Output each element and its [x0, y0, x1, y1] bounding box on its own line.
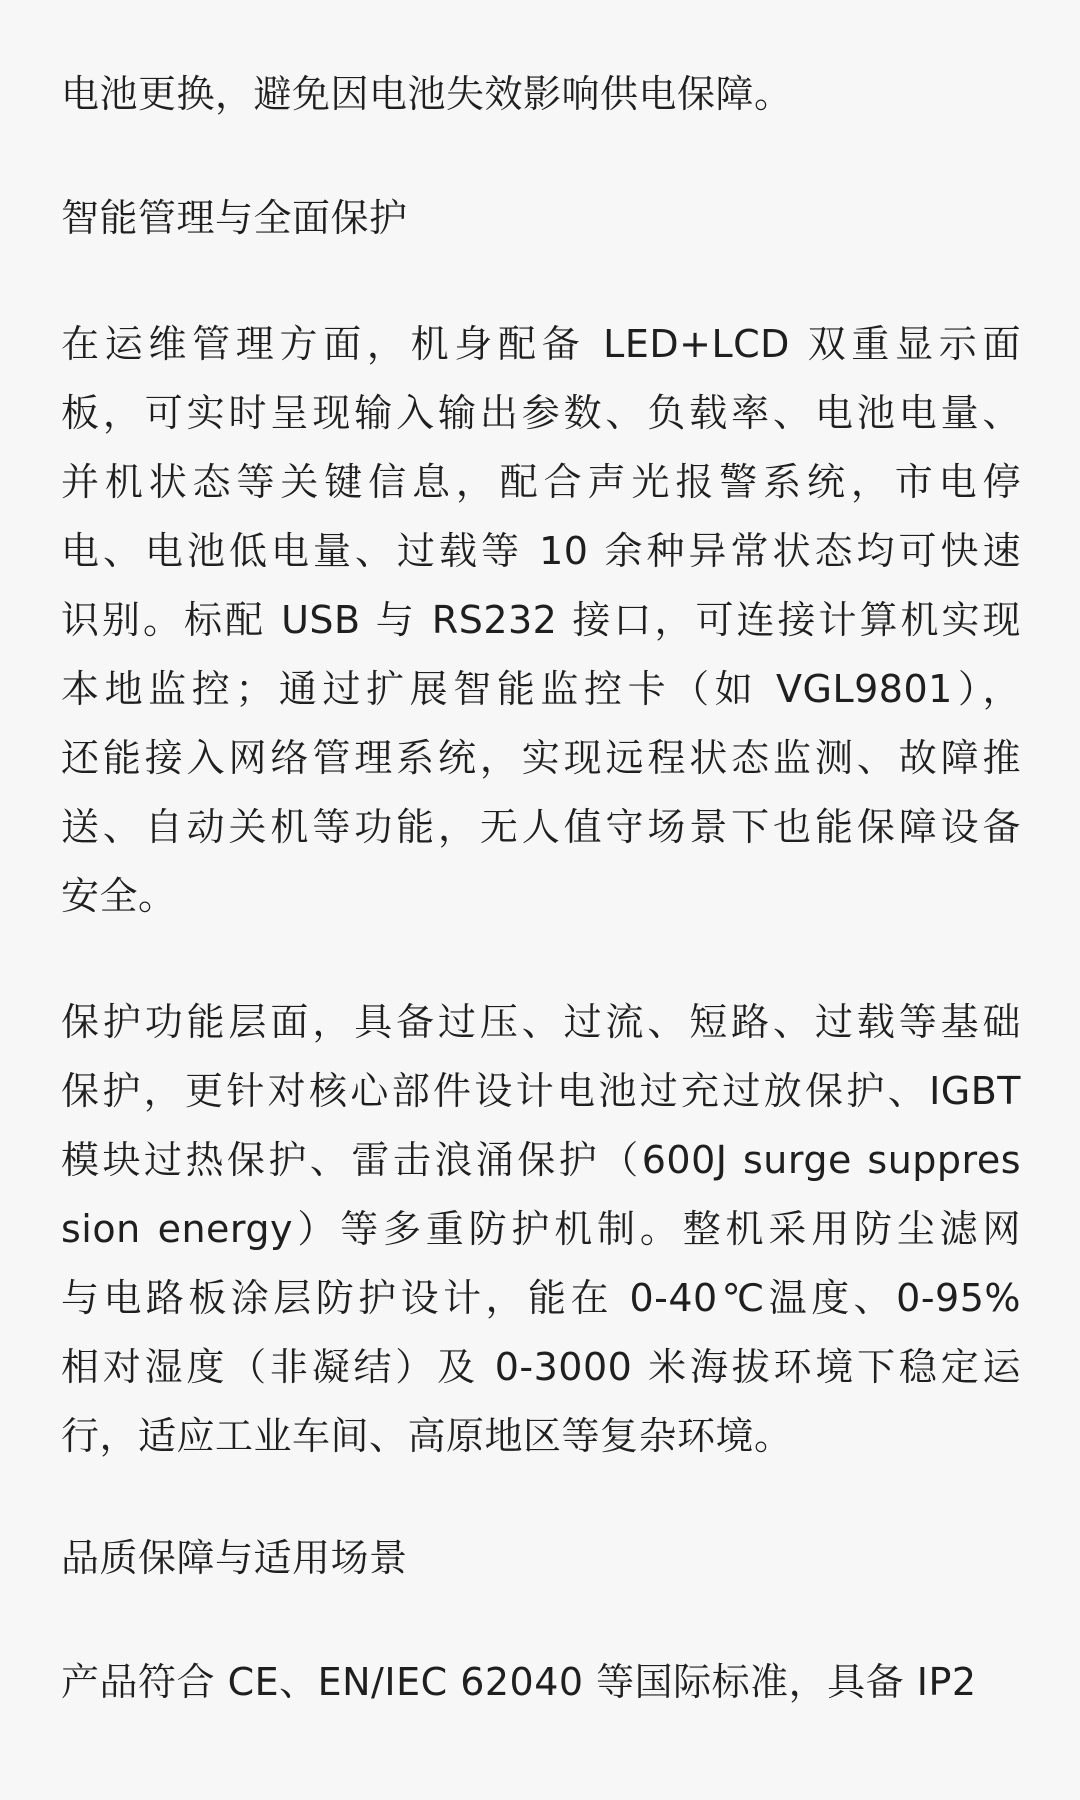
paragraph-line: 相对湿度（非凝结）及 0-3000 米海拔环境下稳定运: [61, 1345, 1021, 1389]
section-heading: 智能管理与全面保护: [61, 196, 408, 240]
paragraph-line: 保护功能层面，具备过压、过流、短路、过载等基础: [61, 1000, 1021, 1044]
paragraph-line: 还能接入网络管理系统，实现远程状态监测、故障推: [61, 736, 1021, 780]
paragraph-line: 识别。标配 USB 与 RS232 接口，可连接计算机实现: [61, 598, 1021, 642]
section-heading: 品质保障与适用场景: [61, 1536, 408, 1580]
paragraph-line: 与电路板涂层防护设计，能在 0-40℃温度、0-95%: [61, 1276, 1021, 1320]
paragraph-line: 本地监控；通过扩展智能监控卡（如 VGL9801），: [61, 667, 1021, 711]
paragraph-line: 并机状态等关键信息，配合声光报警系统，市电停: [61, 460, 1021, 504]
paragraph-line: 模块过热保护、雷击浪涌保护（600J surge suppres: [61, 1138, 1021, 1182]
paragraph-line: 板，可实时呈现输入输出参数、负载率、电池电量、: [61, 391, 1021, 435]
paragraph-line: sion energy）等多重防护机制。整机采用防尘滤网: [61, 1207, 1021, 1251]
paragraph-line: 安全。: [61, 874, 177, 918]
paragraph-line: 电池更换，避免因电池失效影响供电保障。: [61, 72, 793, 116]
paragraph-line: 保护，更针对核心部件设计电池过充过放保护、IGBT: [61, 1069, 1021, 1113]
paragraph-line: 电、电池低电量、过载等 10 余种异常状态均可快速: [61, 529, 1021, 573]
paragraph-line: 在运维管理方面，机身配备 LED+LCD 双重显示面: [61, 322, 1021, 366]
paragraph-line: 产品符合 CE、EN/IEC 62040 等国际标准，具备 IP2: [61, 1660, 977, 1704]
paragraph-line: 送、自动关机等功能，无人值守场景下也能保障设备: [61, 805, 1021, 849]
paragraph-line: 行，适应工业车间、高原地区等复杂环境。: [61, 1414, 793, 1458]
